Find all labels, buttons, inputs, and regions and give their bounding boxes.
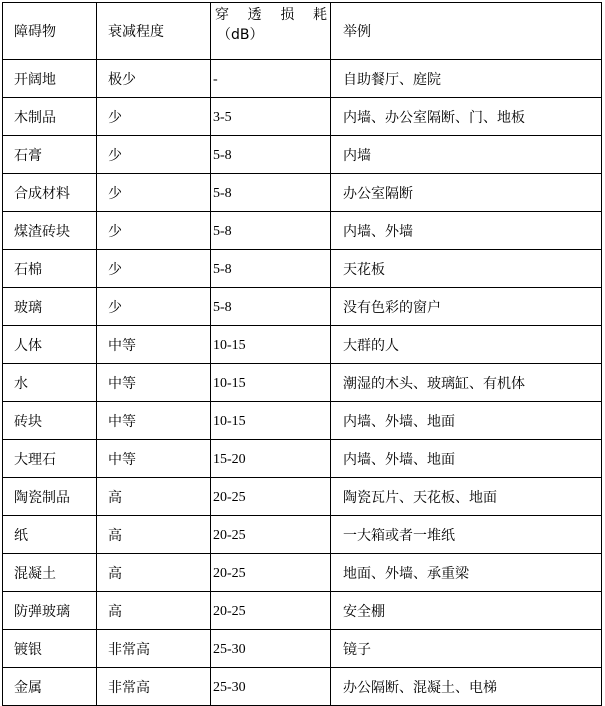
- header-example-label: 举例: [343, 24, 371, 40]
- cell-loss-text: 20-25: [213, 566, 246, 581]
- cell-degree-text: 高: [108, 527, 122, 544]
- table-row: [3, 136, 602, 174]
- cell-loss: [211, 478, 331, 516]
- table-row: [3, 364, 602, 402]
- cell-degree: [97, 250, 211, 288]
- cell-obstacle-text: 石膏: [14, 147, 42, 164]
- table-row: [3, 440, 602, 478]
- cell-degree: [97, 98, 211, 136]
- cell-example: [331, 136, 602, 174]
- cell-degree: [97, 60, 211, 98]
- cell-loss: [211, 174, 331, 212]
- cell-loss-text: 5-8: [213, 300, 232, 315]
- cell-obstacle: [3, 630, 97, 668]
- cell-degree-text: 中等: [108, 451, 136, 468]
- cell-degree-text: 极少: [108, 71, 136, 88]
- cell-degree: [97, 478, 211, 516]
- cell-loss-text: 10-15: [213, 376, 246, 391]
- cell-example-text: 内墙、外墙: [343, 223, 413, 240]
- cell-obstacle: [3, 478, 97, 516]
- cell-example-text: 办公室隔断: [343, 185, 413, 202]
- cell-degree: [97, 326, 211, 364]
- cell-example: [331, 212, 602, 250]
- cell-example-text: 地面、外墙、承重梁: [343, 565, 469, 582]
- cell-obstacle: [3, 592, 97, 630]
- cell-degree-text: 中等: [108, 337, 136, 354]
- cell-loss-text: 5-8: [213, 186, 232, 201]
- table-row: [3, 174, 602, 212]
- table-row: [3, 630, 602, 668]
- cell-loss: [211, 98, 331, 136]
- table-row: [3, 592, 602, 630]
- header-loss-label: 穿 透 损 耗: [215, 7, 327, 23]
- cell-loss: [211, 516, 331, 554]
- cell-obstacle-text: 合成材料: [14, 185, 70, 202]
- cell-loss-text: 5-8: [213, 224, 232, 239]
- header-loss: [211, 3, 331, 60]
- cell-example-text: 镜子: [343, 641, 371, 658]
- cell-example-text: 陶瓷瓦片、天花板、地面: [343, 489, 497, 506]
- cell-example: [331, 60, 602, 98]
- cell-loss: [211, 326, 331, 364]
- cell-obstacle-text: 木制品: [14, 109, 56, 126]
- cell-example-text: 潮湿的木头、玻璃缸、有机体: [343, 375, 525, 392]
- cell-obstacle-text: 开阔地: [14, 71, 56, 88]
- cell-obstacle-text: 金属: [14, 679, 42, 696]
- cell-degree: [97, 402, 211, 440]
- cell-obstacle: [3, 402, 97, 440]
- cell-degree-text: 少: [108, 185, 122, 202]
- cell-degree-text: 高: [108, 603, 122, 620]
- cell-loss: [211, 60, 331, 98]
- header-example: [331, 3, 602, 60]
- cell-degree: [97, 212, 211, 250]
- cell-degree: [97, 592, 211, 630]
- cell-loss-text: 25-30: [213, 680, 246, 695]
- cell-example: [331, 288, 602, 326]
- cell-loss-text: 5-8: [213, 262, 232, 277]
- cell-obstacle: [3, 60, 97, 98]
- cell-example: [331, 630, 602, 668]
- cell-loss: [211, 440, 331, 478]
- table-row: [3, 402, 602, 440]
- cell-example: [331, 516, 602, 554]
- cell-obstacle: [3, 212, 97, 250]
- attenuation-table: [2, 2, 602, 706]
- cell-degree-text: 少: [108, 147, 122, 164]
- table-row: [3, 516, 602, 554]
- cell-loss-text: 5-8: [213, 148, 232, 163]
- cell-obstacle-text: 陶瓷制品: [14, 489, 70, 506]
- cell-obstacle-text: 砖块: [14, 413, 42, 430]
- table-row: [3, 60, 602, 98]
- cell-loss: [211, 212, 331, 250]
- cell-degree: [97, 288, 211, 326]
- cell-loss-text: 20-25: [213, 490, 246, 505]
- cell-example-text: 内墙、办公室隔断、门、地板: [343, 109, 525, 126]
- cell-degree-text: 少: [108, 223, 122, 240]
- cell-example: [331, 402, 602, 440]
- cell-degree-text: 高: [108, 565, 122, 582]
- cell-obstacle: [3, 174, 97, 212]
- cell-example-text: 自助餐厅、庭院: [343, 71, 441, 88]
- cell-degree: [97, 440, 211, 478]
- cell-example: [331, 478, 602, 516]
- cell-degree-text: 少: [108, 299, 122, 316]
- cell-example-text: 天花板: [343, 261, 385, 278]
- table-row: [3, 288, 602, 326]
- cell-loss-text: -: [213, 72, 218, 87]
- header-degree-label: 衰减程度: [108, 24, 164, 40]
- header-loss-unit: （dB）: [217, 27, 264, 43]
- cell-degree-text: 高: [108, 489, 122, 506]
- cell-degree-text: 中等: [108, 375, 136, 392]
- cell-loss-text: 25-30: [213, 642, 246, 657]
- cell-obstacle-text: 煤渣砖块: [14, 223, 70, 240]
- cell-obstacle: [3, 554, 97, 592]
- cell-loss-text: 20-25: [213, 604, 246, 619]
- cell-loss-text: 10-15: [213, 414, 246, 429]
- cell-obstacle-text: 混凝土: [14, 565, 56, 582]
- cell-degree: [97, 136, 211, 174]
- cell-obstacle: [3, 516, 97, 554]
- cell-example: [331, 326, 602, 364]
- cell-obstacle-text: 玻璃: [14, 299, 42, 316]
- cell-loss-text: 10-15: [213, 338, 246, 353]
- cell-obstacle-text: 大理石: [14, 451, 56, 468]
- cell-degree-text: 非常高: [108, 679, 150, 696]
- cell-loss: [211, 364, 331, 402]
- cell-degree: [97, 630, 211, 668]
- cell-example-text: 一大箱或者一堆纸: [343, 527, 455, 544]
- cell-loss: [211, 288, 331, 326]
- cell-example-text: 内墙、外墙、地面: [343, 451, 455, 468]
- cell-loss: [211, 630, 331, 668]
- cell-example-text: 办公隔断、混凝土、电梯: [343, 679, 497, 696]
- table-row: [3, 326, 602, 364]
- table-row: [3, 212, 602, 250]
- cell-obstacle-text: 纸: [14, 527, 28, 544]
- cell-example: [331, 440, 602, 478]
- cell-loss: [211, 136, 331, 174]
- cell-obstacle-text: 水: [14, 375, 28, 392]
- cell-degree: [97, 516, 211, 554]
- table-row: [3, 250, 602, 288]
- cell-example-text: 安全棚: [343, 603, 385, 620]
- cell-obstacle: [3, 288, 97, 326]
- cell-example: [331, 250, 602, 288]
- cell-example: [331, 174, 602, 212]
- cell-degree-text: 非常高: [108, 641, 150, 658]
- cell-example-text: 没有色彩的窗户: [343, 299, 441, 316]
- table-header-row: [3, 3, 602, 60]
- cell-loss-text: 3-5: [213, 110, 232, 125]
- header-obstacle-label: 障碍物: [14, 24, 56, 40]
- cell-example-text: 内墙、外墙、地面: [343, 413, 455, 430]
- cell-example-text: 大群的人: [343, 337, 399, 354]
- cell-degree-text: 中等: [108, 413, 136, 430]
- table-row: [3, 478, 602, 516]
- header-obstacle: [3, 3, 97, 60]
- header-degree: [97, 3, 211, 60]
- cell-obstacle-text: 防弹玻璃: [14, 603, 70, 620]
- cell-degree: [97, 174, 211, 212]
- cell-example: [331, 364, 602, 402]
- cell-loss: [211, 592, 331, 630]
- cell-obstacle: [3, 440, 97, 478]
- table-row: [3, 98, 602, 136]
- cell-obstacle-text: 镀银: [14, 641, 42, 658]
- cell-obstacle: [3, 136, 97, 174]
- table-row: [3, 554, 602, 592]
- cell-obstacle: [3, 98, 97, 136]
- cell-degree: [97, 554, 211, 592]
- cell-obstacle-text: 石棉: [14, 261, 42, 278]
- cell-obstacle: [3, 250, 97, 288]
- cell-example: [331, 98, 602, 136]
- cell-loss: [211, 554, 331, 592]
- cell-degree-text: 少: [108, 109, 122, 126]
- cell-example: [331, 592, 602, 630]
- cell-loss-text: 15-20: [213, 452, 246, 467]
- cell-loss: [211, 250, 331, 288]
- cell-example-text: 内墙: [343, 147, 371, 164]
- cell-loss-text: 20-25: [213, 528, 246, 543]
- cell-obstacle: [3, 364, 97, 402]
- cell-degree-text: 少: [108, 261, 122, 278]
- cell-example: [331, 554, 602, 592]
- cell-degree: [97, 364, 211, 402]
- cell-obstacle-text: 人体: [14, 337, 42, 354]
- cell-obstacle: [3, 326, 97, 364]
- cell-loss: [211, 402, 331, 440]
